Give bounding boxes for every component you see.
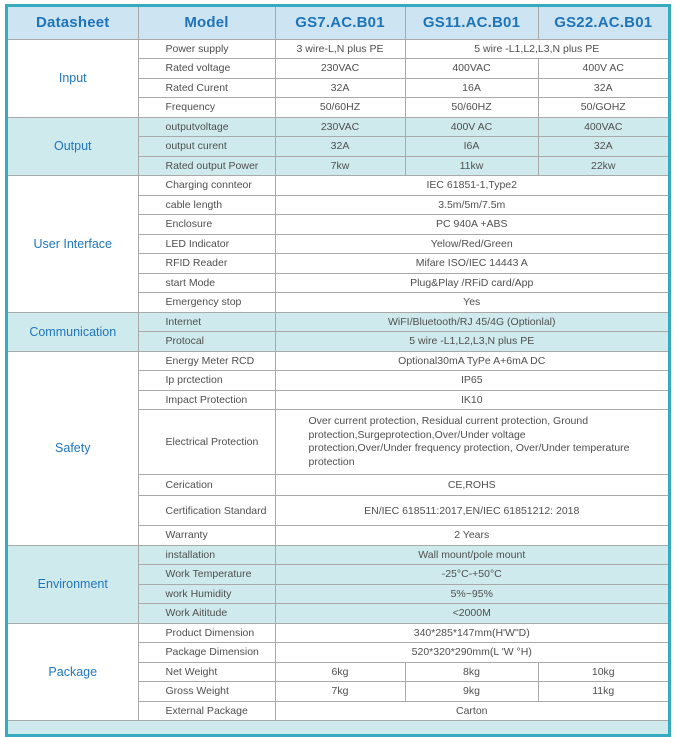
spec-value: 5%~95% xyxy=(275,584,668,604)
spec-label: LED Indicator xyxy=(138,234,275,254)
spec-value: 400V AC xyxy=(538,59,668,79)
spec-value: 2 Years xyxy=(275,526,668,546)
section-label-user-interface: User Interface xyxy=(8,176,138,313)
spec-label: start Mode xyxy=(138,273,275,293)
spec-value: CE,ROHS xyxy=(275,475,668,496)
spec-value: <2000M xyxy=(275,604,668,624)
spec-value: Yes xyxy=(275,293,668,313)
footer-accent-bar xyxy=(8,721,668,734)
spec-label: outputvoltage xyxy=(138,117,275,137)
spec-row xyxy=(8,623,668,643)
spec-label: Emergency stop xyxy=(138,293,275,313)
spec-label: Package Dimension xyxy=(138,643,275,663)
spec-value: WiFI/Bluetooth/RJ 45/4G (Optionlal) xyxy=(275,312,668,332)
spec-value: 16A xyxy=(405,78,538,98)
spec-label: Electrical Protection xyxy=(138,410,275,475)
spec-value: EN/IEC 618511:2017,EN/IEC 61851212: 2018 xyxy=(275,496,668,526)
spec-label: Rated voltage xyxy=(138,59,275,79)
spec-value: 340*285*147mm(H'W"D) xyxy=(275,623,668,643)
spec-value: Mifare ISO/IEC 14443 A xyxy=(275,254,668,274)
spec-value: 3 wire-L,N plus PE xyxy=(275,39,405,59)
header-model-gs22: GS22.AC.B01 xyxy=(538,7,668,39)
spec-row xyxy=(8,545,668,565)
spec-value: 50/60HZ xyxy=(275,98,405,118)
spec-value: Plug&Play /RFiD card/App xyxy=(275,273,668,293)
spec-value: 230VAC xyxy=(275,117,405,137)
spec-label: Rated Curent xyxy=(138,78,275,98)
spec-value: 8kg xyxy=(405,662,538,682)
spec-value: 230VAC xyxy=(275,59,405,79)
spec-value: 520*320*290mm(L 'W °H) xyxy=(275,643,668,663)
spec-value: PC 940A +ABS xyxy=(275,215,668,235)
header-model-gs7: GS7.AC.B01 xyxy=(275,7,405,39)
spec-value: Yelow/Red/Green xyxy=(275,234,668,254)
spec-label: RFID Reader xyxy=(138,254,275,274)
spec-label: Protocal xyxy=(138,332,275,352)
spec-label: Charging connteor xyxy=(138,176,275,196)
spec-label: output curent xyxy=(138,137,275,157)
spec-label: Certification Standard xyxy=(138,496,275,526)
spec-value: 22kw xyxy=(538,156,668,176)
spec-value: IEC 61851-1,Type2 xyxy=(275,176,668,196)
section-label-output: Output xyxy=(8,117,138,176)
spec-value: 32A xyxy=(538,78,668,98)
spec-value: 5 wire -L1,L2,L3,N plus PE xyxy=(405,39,668,59)
spec-value: 32A xyxy=(275,137,405,157)
spec-row xyxy=(8,312,668,332)
datasheet-table xyxy=(8,7,668,721)
header-datasheet: Datasheet xyxy=(8,7,138,39)
spec-value: IK10 xyxy=(275,390,668,410)
header-row xyxy=(8,7,668,39)
spec-value: 7kw xyxy=(275,156,405,176)
spec-label: Work Temperature xyxy=(138,565,275,585)
datasheet-sheet xyxy=(5,4,671,737)
spec-label: Net Weight xyxy=(138,662,275,682)
spec-value: Wall mount/pole mount xyxy=(275,545,668,565)
spec-value: 6kg xyxy=(275,662,405,682)
spec-value: 11kg xyxy=(538,682,668,702)
section-label-safety: Safety xyxy=(8,351,138,545)
spec-label: cable length xyxy=(138,195,275,215)
header-model-gs11: GS11.AC.B01 xyxy=(405,7,538,39)
spec-label: Warranty xyxy=(138,526,275,546)
spec-label: Rated output Power xyxy=(138,156,275,176)
spec-row xyxy=(8,176,668,196)
spec-row xyxy=(8,39,668,59)
section-label-environment: Environment xyxy=(8,545,138,623)
spec-label: Power supply xyxy=(138,39,275,59)
spec-value: Over current protection, Residual current protection, Ground protection,Surgeprotection,Over/Under voltage protection,Over/Under frequency protection, Over/Under temperature protection xyxy=(275,410,668,475)
spec-value: 32A xyxy=(538,137,668,157)
section-label-communication: Communication xyxy=(8,312,138,351)
spec-value: 400VAC xyxy=(405,59,538,79)
spec-value: 400V AC xyxy=(405,117,538,137)
spec-label: Gross Weight xyxy=(138,682,275,702)
spec-label: Product Dimension xyxy=(138,623,275,643)
spec-row xyxy=(8,117,668,137)
section-label-package: Package xyxy=(8,623,138,721)
spec-value: 10kg xyxy=(538,662,668,682)
spec-value: 11kw xyxy=(405,156,538,176)
spec-label: Ip prctection xyxy=(138,371,275,391)
spec-label: work Humidity xyxy=(138,584,275,604)
spec-value: 9kg xyxy=(405,682,538,702)
section-label-input: Input xyxy=(8,39,138,117)
spec-value: Carton xyxy=(275,701,668,721)
spec-label: Work Aititude xyxy=(138,604,275,624)
spec-label: Impact Protection xyxy=(138,390,275,410)
spec-label: Energy Meter RCD xyxy=(138,351,275,371)
spec-value: I6A xyxy=(405,137,538,157)
header-model: Model xyxy=(138,7,275,39)
spec-value: 3.5m/5m/7.5m xyxy=(275,195,668,215)
spec-value: 400VAC xyxy=(538,117,668,137)
spec-label: Cerication xyxy=(138,475,275,496)
spec-value: -25°C-+50°C xyxy=(275,565,668,585)
spec-value: IP65 xyxy=(275,371,668,391)
spec-label: Internet xyxy=(138,312,275,332)
spec-table-body xyxy=(8,39,668,721)
spec-value: 50/GOHZ xyxy=(538,98,668,118)
spec-label: installation xyxy=(138,545,275,565)
spec-row xyxy=(8,351,668,371)
spec-label: Enclosure xyxy=(138,215,275,235)
spec-value: 32A xyxy=(275,78,405,98)
spec-value: 7kg xyxy=(275,682,405,702)
spec-value: 5 wire -L1,L2,L3,N plus PE xyxy=(275,332,668,352)
spec-label: External Package xyxy=(138,701,275,721)
spec-value: 50/60HZ xyxy=(405,98,538,118)
spec-label: Frequency xyxy=(138,98,275,118)
spec-value: Optional30mA TyPe A+6mA DC xyxy=(275,351,668,371)
